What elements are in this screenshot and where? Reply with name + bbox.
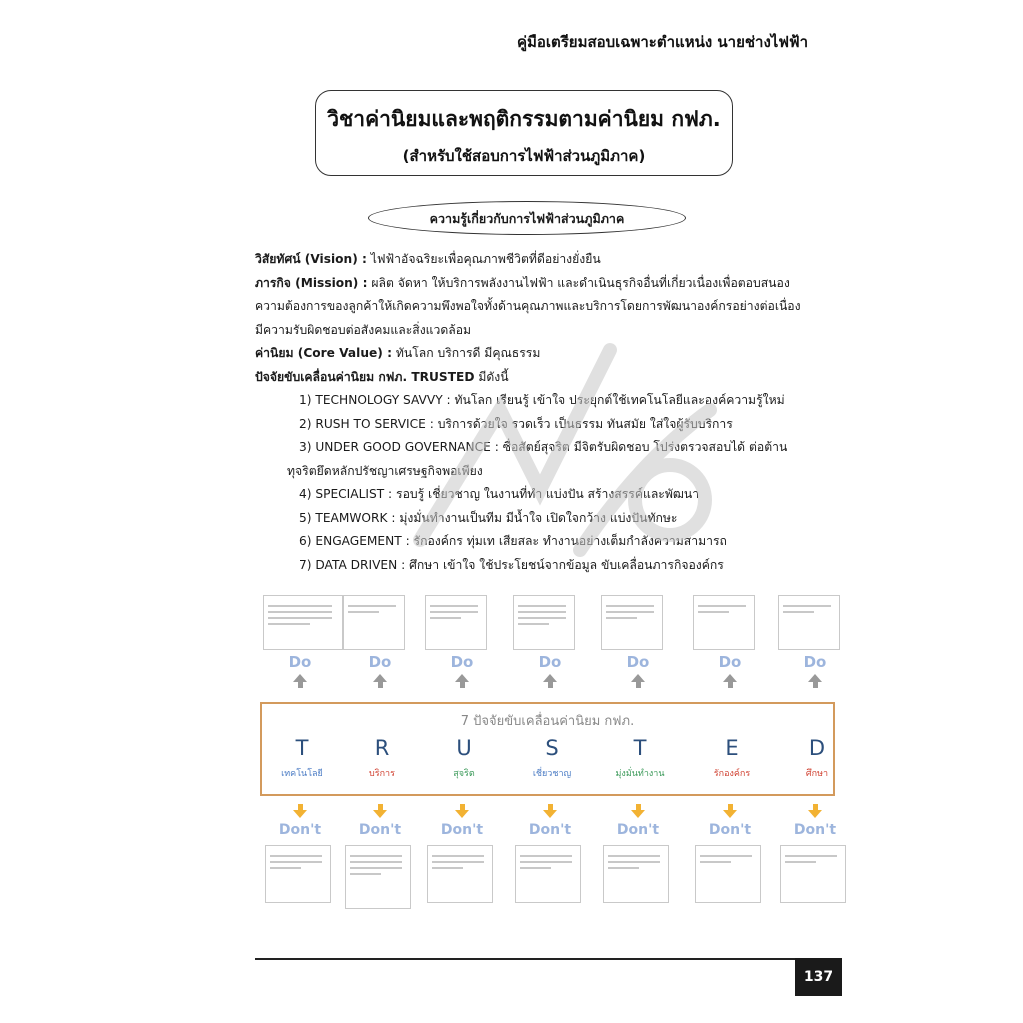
body-text bbox=[255, 248, 810, 577]
mission-line bbox=[255, 272, 810, 296]
up-arrow-stem bbox=[298, 682, 303, 688]
drivers-heading-bold: ปัจจัยขับเคลื่อนค่านิยม กฟภ. TRUSTED bbox=[255, 369, 475, 384]
trusted-letter-caption: รักองค์กร bbox=[713, 769, 751, 779]
unreadable-text-line bbox=[608, 867, 639, 869]
dont-box bbox=[427, 845, 493, 903]
factor-item: 7) DATA DRIVEN : ศึกษา เข้าใจ ใช้ประโยชน์จากข้อมูล ขับเคลื่อนภารกิจองค์กร bbox=[299, 557, 724, 572]
page-number: 137 bbox=[795, 958, 842, 996]
down-arrow-icon bbox=[293, 810, 307, 818]
factor-item-continued: ทุจริตยึดหลักปรัชญาเศรษฐกิจพอเพียง bbox=[287, 463, 483, 478]
mission-text-1: ผลิต จัดหา ให้บริการพลังงานไฟฟ้า และดำเนินธุรกิจอื่นที่เกี่ยวเนื่องเพื่อตอบสนอง bbox=[367, 275, 790, 290]
mission-label: ภารกิจ (Mission) : bbox=[255, 275, 368, 290]
trusted-letter-caption: บริการ bbox=[369, 769, 395, 779]
trusted-diagram bbox=[255, 590, 845, 915]
core-value-label: ค่านิยม (Core Value) : bbox=[255, 346, 392, 360]
do-box bbox=[263, 595, 343, 650]
unreadable-text-line bbox=[783, 611, 814, 613]
dont-box bbox=[695, 845, 761, 903]
do-label: Do bbox=[718, 653, 742, 671]
unreadable-text-line bbox=[350, 855, 402, 857]
dont-label: Don't bbox=[616, 822, 660, 838]
unreadable-text-line bbox=[606, 605, 654, 607]
unreadable-text-line bbox=[348, 611, 379, 613]
factor-item: 6) ENGAGEMENT : รักองค์กร ทุ่มเท เสียสละ ทำงานอย่างเต็มกำลังความสามารถ bbox=[299, 534, 727, 548]
down-arrow-icon bbox=[543, 810, 557, 818]
up-arrow-icon bbox=[808, 674, 822, 682]
dont-box bbox=[603, 845, 669, 903]
trusted-box bbox=[260, 702, 835, 796]
up-arrow-stem bbox=[813, 682, 818, 688]
unreadable-text-line bbox=[700, 855, 752, 857]
dont-label: Don't bbox=[708, 822, 752, 838]
dont-label: Don't bbox=[358, 822, 402, 838]
unreadable-text-line bbox=[698, 611, 729, 613]
dont-label: Don't bbox=[440, 822, 484, 838]
trusted-letter: E bbox=[725, 736, 739, 760]
unreadable-text-line bbox=[270, 855, 322, 857]
dont-label: Don't bbox=[278, 822, 322, 838]
unreadable-text-line bbox=[606, 617, 637, 619]
footer-rule bbox=[255, 958, 795, 960]
unreadable-text-line bbox=[700, 861, 731, 863]
up-arrow-icon bbox=[543, 674, 557, 682]
trusted-letter-caption: เชี่ยวชาญ bbox=[532, 769, 572, 779]
unreadable-text-line bbox=[348, 605, 396, 607]
dont-box bbox=[265, 845, 331, 903]
up-arrow-stem bbox=[728, 682, 733, 688]
vision-label: วิสัยทัศน์ (Vision) : bbox=[255, 252, 367, 266]
do-label: Do bbox=[626, 653, 650, 671]
page-subtitle: (สำหรับใช้สอบการไฟฟ้าส่วนภูมิภาค) bbox=[402, 147, 646, 165]
down-arrow-icon bbox=[455, 810, 469, 818]
unreadable-text-line bbox=[520, 855, 572, 857]
unreadable-text-line bbox=[520, 861, 572, 863]
core-value-line bbox=[255, 342, 810, 366]
down-arrow-icon bbox=[808, 810, 822, 818]
core-value-text: ทันโลก บริการดี มีคุณธรรม bbox=[391, 346, 541, 360]
dont-box bbox=[780, 845, 846, 903]
do-box bbox=[513, 595, 575, 650]
unreadable-text-line bbox=[432, 861, 484, 863]
unreadable-text-line bbox=[270, 861, 322, 863]
unreadable-text-line bbox=[608, 861, 660, 863]
vision-line bbox=[255, 248, 810, 272]
do-label: Do bbox=[288, 653, 312, 671]
up-arrow-stem bbox=[636, 682, 641, 688]
up-arrow-icon bbox=[455, 674, 469, 682]
trusted-letter-caption: เทคโนโลยี bbox=[281, 769, 323, 779]
unreadable-text-line bbox=[518, 617, 566, 619]
unreadable-text-line bbox=[432, 867, 463, 869]
vision-text: ไฟฟ้าอัจฉริยะเพื่อคุณภาพชีวิตที่ดีอย่างยั่งยืน bbox=[366, 252, 601, 266]
unreadable-text-line bbox=[432, 855, 484, 857]
unreadable-text-line bbox=[698, 605, 746, 607]
mission-line-3: มีความรับผิดชอบต่อสังคมและสิ่งแวดล้อม bbox=[255, 322, 472, 337]
up-arrow-icon bbox=[373, 674, 387, 682]
unreadable-text-line bbox=[268, 617, 332, 619]
factor-item: 1) TECHNOLOGY SAVVY : ทันโลก เรียนรู้ เข้าใจ ประยุกต์ใช้เทคโนโลยีและองค์ความรู้ใหม่ bbox=[299, 393, 785, 407]
trusted-letter: D bbox=[808, 736, 826, 760]
up-arrow-stem bbox=[460, 682, 465, 688]
trusted-letter: S bbox=[545, 736, 559, 760]
do-box bbox=[425, 595, 487, 650]
dont-box bbox=[345, 845, 411, 909]
do-label: Do bbox=[803, 653, 827, 671]
dont-label: Don't bbox=[528, 822, 572, 838]
unreadable-text-line bbox=[520, 867, 551, 869]
factor-item: 2) RUSH TO SERVICE : บริการด้วยใจ รวดเร็ว เป็นธรรม ทันสมัย ใส่ใจผู้รับบริการ bbox=[299, 416, 733, 431]
do-box bbox=[778, 595, 840, 650]
unreadable-text-line bbox=[518, 623, 549, 625]
unreadable-text-line bbox=[350, 861, 402, 863]
factor-item: 4) SPECIALIST : รอบรู้ เชี่ยวชาญ ในงานที่ทำ แบ่งปัน สร้างสรรค์และพัฒนา bbox=[299, 487, 700, 501]
unreadable-text-line bbox=[350, 867, 402, 869]
mission-line-2: ความต้องการของลูกค้าให้เกิดความพึงพอใจทั้งด้านคุณภาพและบริการโดยการพัฒนาองค์กรอย่างต่อเนื่อง bbox=[255, 299, 801, 313]
title-box bbox=[315, 90, 733, 176]
unreadable-text-line bbox=[268, 611, 332, 613]
do-label: Do bbox=[368, 653, 392, 671]
up-arrow-icon bbox=[631, 674, 645, 682]
running-header: คู่มือเตรียมสอบเฉพาะตำแหน่ง นายช่างไฟฟ้า bbox=[516, 33, 808, 51]
trusted-letter: T bbox=[295, 736, 309, 760]
up-arrow-icon bbox=[723, 674, 737, 682]
up-arrow-stem bbox=[548, 682, 553, 688]
unreadable-text-line bbox=[430, 617, 461, 619]
drivers-heading bbox=[255, 366, 810, 390]
unreadable-text-line bbox=[350, 873, 381, 875]
do-box bbox=[601, 595, 663, 650]
factor-item: 3) UNDER GOOD GOVERNANCE : ซื่อสัตย์สุจริต มีจิตรับผิดชอบ โปร่งตรวจสอบได้ ต่อต้าน bbox=[299, 440, 788, 454]
do-label: Do bbox=[450, 653, 474, 671]
down-arrow-icon bbox=[723, 810, 737, 818]
up-arrow-stem bbox=[378, 682, 383, 688]
unreadable-text-line bbox=[785, 861, 816, 863]
unreadable-text-line bbox=[518, 605, 566, 607]
down-arrow-icon bbox=[373, 810, 387, 818]
down-arrow-icon bbox=[631, 810, 645, 818]
drivers-heading-tail: มีดังนี้ bbox=[474, 369, 509, 384]
page-title: วิชาค่านิยมและพฤติกรรมตามค่านิยม กฟภ. bbox=[327, 107, 721, 131]
trusted-letter: R bbox=[374, 736, 390, 760]
trusted-letter-caption: ศึกษา bbox=[805, 769, 829, 779]
unreadable-text-line bbox=[268, 623, 310, 625]
unreadable-text-line bbox=[268, 605, 332, 607]
unreadable-text-line bbox=[270, 867, 301, 869]
trusted-letter: U bbox=[456, 736, 472, 760]
dont-label: Don't bbox=[793, 822, 837, 838]
trusted-diagram-title: 7 ปัจจัยขับเคลื่อนค่านิยม กฟภ. bbox=[460, 714, 635, 729]
trusted-letter-caption: สุจริต bbox=[453, 769, 475, 779]
unreadable-text-line bbox=[606, 611, 654, 613]
dont-box bbox=[515, 845, 581, 903]
do-label: Do bbox=[538, 653, 562, 671]
do-box bbox=[693, 595, 755, 650]
unreadable-text-line bbox=[430, 611, 478, 613]
unreadable-text-line bbox=[608, 855, 660, 857]
trusted-letter: T bbox=[633, 736, 647, 760]
unreadable-text-line bbox=[783, 605, 831, 607]
unreadable-text-line bbox=[785, 855, 837, 857]
do-box bbox=[343, 595, 405, 650]
unreadable-text-line bbox=[518, 611, 566, 613]
section-heading: ความรู้เกี่ยวกับการไฟฟ้าส่วนภูมิภาค bbox=[368, 201, 686, 235]
factor-item: 5) TEAMWORK : มุ่งมั่นทำงานเป็นทีม มีน้ำใจ เปิดใจกว้าง แบ่งปันทักษะ bbox=[299, 510, 678, 525]
trusted-letter-caption: มุ่งมั่นทำงาน bbox=[615, 769, 665, 779]
up-arrow-icon bbox=[293, 674, 307, 682]
unreadable-text-line bbox=[430, 605, 478, 607]
